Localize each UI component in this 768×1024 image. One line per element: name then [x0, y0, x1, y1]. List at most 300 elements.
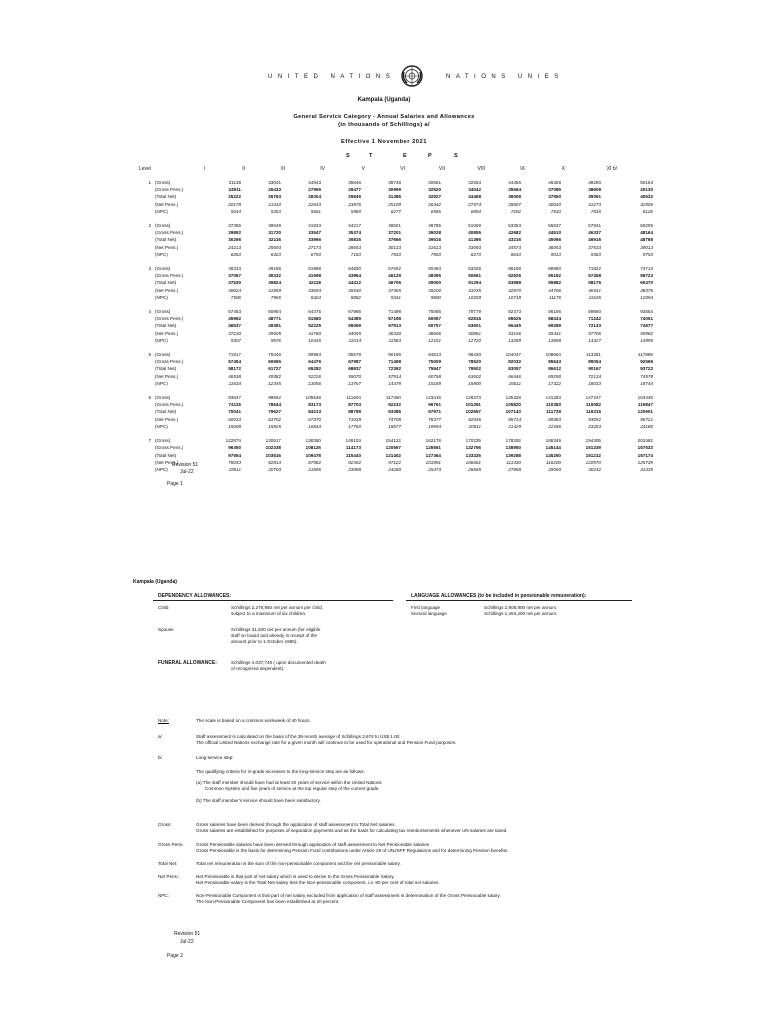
salary-cell: 48771 [268, 316, 281, 322]
level-number [117, 193, 153, 200]
salary-cell: 69290 [548, 373, 561, 379]
level-number [117, 272, 153, 279]
salary-cell: 97122 [388, 459, 401, 465]
definition-key: Gross: [158, 822, 172, 827]
salary-cell: 39332 [268, 273, 281, 279]
salary-cell: 49381 [268, 323, 281, 329]
salary-cell: 82032 [508, 359, 521, 365]
salary-cell: 24280 [388, 466, 401, 472]
salary-cell: 43216 [508, 237, 521, 243]
table-row [117, 179, 653, 186]
salary-cell: 85579 [348, 352, 361, 358]
level-number [117, 287, 153, 294]
salary-cell: 94813 [428, 352, 441, 358]
salary-cell: 30242 [588, 466, 601, 472]
salary-cell: 39091 [588, 194, 601, 200]
salary-cell: 42682 [508, 230, 521, 236]
salary-cell: 9876 [270, 337, 281, 343]
salary-cell: 20511 [468, 423, 481, 429]
salary-cell: 54389 [348, 316, 361, 322]
salary-cell: 79627 [268, 409, 281, 415]
level-number [117, 279, 153, 286]
salary-cell: 40130 [640, 187, 653, 193]
definition-key: NPC: [158, 893, 169, 898]
salary-cell: 59982 [640, 330, 653, 336]
table-row [117, 394, 653, 401]
salary-cell: 97554 [228, 452, 241, 458]
salary-cell: 72134 [588, 373, 601, 379]
salary-cell: 45962 [228, 316, 241, 322]
table-row [117, 229, 653, 236]
second-language-text: Schillings 1,454,200 net per annum. [484, 611, 558, 616]
salary-cell: 107143 [505, 409, 521, 415]
salary-cell: 46916 [588, 237, 601, 243]
salary-cell: 85714 [508, 416, 521, 422]
salary-cell: 16843 [308, 423, 321, 429]
row-label: (Gross) [155, 438, 171, 444]
page-title: General Service Category - Annual Salaries and Allowances [293, 114, 475, 120]
spouse-text: Schillings 31,620 net per annum (for eligible staff on board and already in receipt of the amount prior to 1 October 1986). [231, 627, 321, 645]
salary-cell: 82046 [468, 416, 481, 422]
page2-revision-date: Jul-22 [180, 939, 194, 945]
salary-cell: 63602 [468, 373, 481, 379]
salary-cell: 49382 [268, 373, 281, 379]
salary-cell: 15900 [468, 380, 481, 386]
salary-cell: 55069 [348, 323, 361, 329]
salary-cell: 48164 [640, 230, 653, 236]
salary-cell: 33093 [468, 244, 481, 250]
salary-cell: 14427 [588, 337, 601, 343]
salary-cell: 80963 [308, 352, 321, 358]
salary-cell: 37533 [588, 244, 601, 250]
salary-cell: 40632 [640, 194, 653, 200]
salary-cell: 147247 [585, 395, 601, 401]
salary-cell: 186349 [545, 438, 561, 444]
salary-cell: 93722 [640, 366, 653, 372]
salary-cell: 29050 [548, 466, 561, 472]
level-number [117, 251, 153, 258]
row-label: (Gross Pens.) [155, 359, 184, 365]
table-row [117, 322, 653, 329]
row-label: (Total Net) [155, 452, 177, 458]
row-label: (NPC) [155, 251, 168, 257]
salary-cell: 50881 [468, 330, 481, 336]
salary-cell: 67370 [308, 416, 321, 422]
funeral-allowance-title: FUNERAL ALLOWANCE: [158, 660, 217, 666]
salary-cell: 44456 [508, 180, 521, 185]
salary-cell: 37530 [228, 280, 241, 286]
salary-cell: 34943 [308, 180, 321, 185]
salary-cell: 31859 [268, 287, 281, 293]
salary-cell: 75009 [428, 359, 441, 365]
salary-cell: 85543 [548, 359, 561, 365]
table-row [117, 265, 653, 272]
salary-cell: 84213 [308, 409, 321, 415]
step-column-header: III [280, 166, 285, 172]
salary-cell: 34468 [468, 194, 481, 200]
salary-cell: 42118 [308, 280, 321, 286]
city-title: Kampala (Uganda) [357, 97, 411, 103]
salary-cell: 31273 [588, 201, 601, 207]
salary-cell: 7818 [590, 208, 601, 214]
salary-cell: 28807 [508, 201, 521, 207]
note-text: Staff assessment is calculated on the basis of the 36-month average of Schillings 3,676 to US$ 1.00. The official United Nations exchange rate for a given month will continue to be used for operational and Pension Fund purposes. [196, 734, 457, 746]
table-row [117, 351, 653, 358]
salary-cell: 79502 [468, 366, 481, 372]
salary-cell: 6793 [310, 251, 321, 257]
salary-cell: 5661 [310, 208, 321, 214]
salary-cell: 108126 [305, 445, 321, 451]
note-key: Note: [158, 718, 169, 723]
salary-cell: 42553 [468, 180, 481, 185]
salary-cell: 39516 [428, 237, 441, 243]
salary-cell: 44055 [348, 330, 361, 336]
table-row [117, 294, 653, 301]
salary-cell: 11583 [388, 337, 401, 343]
salary-cell: 69289 [548, 323, 561, 329]
salary-cell: 27858 [508, 466, 521, 472]
salary-cell: 37666 [388, 237, 401, 243]
row-label: (NPC) [155, 294, 168, 300]
salary-cell: 146103 [345, 438, 361, 444]
salary-cell: 48606 [428, 330, 441, 336]
salary-cell: 78377 [428, 416, 441, 422]
salary-cell: 65625 [508, 316, 521, 322]
salary-cell: 127364 [425, 452, 441, 458]
salary-cell: 11014 [348, 337, 361, 343]
salary-cell: 35816 [348, 237, 361, 243]
row-label: (Gross Pens.) [155, 316, 184, 322]
salary-cell: 35564 [508, 187, 521, 193]
salary-cell: 37365 [228, 223, 241, 229]
salary-cell: 120567 [385, 445, 401, 451]
salary-cell: 105548 [305, 395, 321, 401]
table-row [117, 208, 653, 215]
salary-cell: 28304 [308, 194, 321, 200]
salary-cell: 14478 [388, 380, 401, 386]
salary-cell: 63326 [468, 266, 481, 272]
level-number [117, 330, 153, 337]
salary-cell: 6423 [270, 251, 281, 257]
salary-cell: 16611 [508, 380, 521, 386]
long-service-criteria-a: (a) The staff member should have had at least 20 years of service within the United Nations Common System and five years of service at the top regular step of the current grade. [196, 780, 382, 792]
salary-cell: 13858 [548, 337, 561, 343]
salary-cell: 99430 [468, 352, 481, 358]
note-key: a/ [158, 734, 162, 739]
level-number [117, 244, 153, 251]
salary-cell: 27173 [308, 244, 321, 250]
salary-cell: 44706 [548, 287, 561, 293]
salary-cell: 49165 [268, 266, 281, 272]
salary-cell: 8273 [470, 251, 481, 257]
salary-cell: 162178 [425, 438, 441, 444]
salary-cell: 57198 [388, 316, 401, 322]
definition-key: Gross Pens.: [158, 842, 185, 847]
row-label: (Gross) [155, 395, 171, 401]
salary-cell: 42870 [508, 287, 521, 293]
level-number [117, 444, 153, 451]
level-number [117, 452, 153, 459]
page-number: Page 1 [167, 481, 183, 487]
definition-text: Gross Pensionable salaries have been derived through application of staff assessment to Net Pensionable salaries. Gross Pensionable is the basis for determining Pension Fund contributions under Article 25 of UNJSPF Regulations and for determining Pension benefits. [196, 842, 509, 854]
salary-cell: 58172 [228, 366, 241, 372]
salary-cell: 9013 [550, 251, 561, 257]
salary-cell: 25473 [428, 466, 441, 472]
salary-cell: 101891 [425, 459, 441, 465]
salary-cell: 60757 [428, 323, 441, 329]
salary-cell: 66158 [508, 266, 521, 272]
level-number: 7 [148, 438, 151, 444]
salary-cell: 46538 [228, 373, 241, 379]
revision-label: Revision 51 [172, 462, 199, 468]
note-text: Long-service step: [196, 755, 234, 760]
salary-cell: 11176 [548, 294, 561, 300]
salary-cell: 93385 [388, 409, 401, 415]
salary-cell: 29892 [228, 230, 241, 236]
salary-cell: 120901 [637, 409, 653, 415]
salary-cell: 31386 [388, 194, 401, 200]
salary-cell: 20703 [268, 466, 281, 472]
row-label: (Gross Pens.) [155, 230, 184, 236]
salary-cell: 75947 [428, 366, 441, 372]
salary-cell: 145144 [545, 445, 561, 451]
salary-cell: 133326 [465, 452, 481, 458]
salary-cell: 71498 [388, 309, 401, 315]
row-label: (Gross) [155, 180, 171, 185]
definition-key: Net Pens.: [158, 874, 180, 879]
salary-cell: 71822 [588, 266, 601, 272]
salary-cell: 43864 [348, 273, 361, 279]
salary-cell: 72392 [388, 366, 401, 372]
row-label: (Net Pens.) [155, 330, 179, 336]
salary-cell: 46501 [388, 223, 401, 229]
salary-cell: 32116 [268, 237, 281, 243]
second-language-label: Second language [411, 611, 447, 616]
salary-cell: 26433 [268, 187, 281, 193]
salary-cell: 78779 [468, 309, 481, 315]
salary-cell: 82813 [268, 459, 281, 465]
salary-cell: 12720 [468, 337, 481, 343]
row-label: (Total Net) [155, 280, 177, 286]
salary-cell: 125739 [637, 459, 653, 465]
salary-cell: 130617 [265, 438, 281, 444]
level-number [117, 186, 153, 193]
salary-cell: 8643 [510, 251, 521, 257]
salary-cell: 132756 [465, 445, 481, 451]
salary-cell: 12094 [640, 294, 653, 300]
salary-cell: 13767 [348, 380, 361, 386]
row-label: (Gross) [155, 266, 171, 272]
salary-cell: 89054 [588, 359, 601, 365]
row-label: (Total Net) [155, 194, 177, 200]
salary-cell: 66445 [508, 323, 521, 329]
salary-cell: 102557 [465, 409, 481, 415]
salary-cell: 5353 [270, 208, 281, 214]
salary-cell: 119847 [637, 402, 653, 408]
salary-cell: 129373 [465, 395, 481, 401]
salary-cell: 60965 [268, 359, 281, 365]
salary-cell: 11635 [588, 294, 601, 300]
salary-cell: 36009 [508, 194, 521, 200]
table-row [117, 444, 653, 451]
salary-cell: 111430 [506, 459, 521, 465]
page-subtitle: (in thousands of Schillings) a/ [338, 122, 430, 128]
salary-cell: 30040 [548, 201, 561, 207]
level-number [117, 236, 153, 243]
salary-cell: 157533 [637, 445, 653, 451]
salary-cell: 71817 [228, 352, 241, 358]
level-number [117, 337, 153, 344]
step-column-header: I [203, 166, 205, 172]
child-text: Schillings 2,279,950 net per annum per child, subject to a maximum of six children. [231, 605, 323, 617]
level-number [117, 322, 153, 329]
salary-cell: 31613 [428, 244, 441, 250]
language-allowances-title: LANGUAGE ALLOWANCES (to be included in pensionable remuneration): [411, 593, 587, 599]
org-name-en: UNITED NATIONS [268, 74, 396, 80]
level-number: 4 [148, 309, 151, 315]
salary-cell: 116200 [546, 459, 561, 465]
salary-cell: 51580 [308, 316, 321, 322]
salary-cell: 51294 [468, 280, 481, 286]
salary-cell: 40651 [428, 180, 441, 185]
salary-cell: 7965 [270, 294, 281, 300]
salary-cell: 117460 [386, 395, 401, 401]
long-service-intro: The qualifying criteria for in-grade increases to the long-service step are as follows: [196, 769, 365, 774]
salary-cell: 35374 [348, 230, 361, 236]
salary-cell: 37067 [228, 273, 241, 279]
salary-cell: 23263 [588, 423, 601, 429]
salary-cell: 46537 [228, 323, 241, 329]
child-label: Child [158, 605, 169, 610]
salary-cell: 7202 [510, 208, 521, 214]
salary-cell: 27955 [308, 187, 321, 193]
row-label: (Net Pens.) [155, 287, 179, 293]
row-label: (NPC) [155, 208, 168, 214]
level-number: 3 [148, 266, 151, 272]
salary-cell: 153445 [637, 395, 653, 401]
table-row [117, 279, 653, 286]
salary-cell: 9383 [590, 251, 601, 257]
salary-cell: 25222 [228, 194, 241, 200]
row-label: (Net Pens.) [155, 244, 179, 250]
salary-cell: 37365 [388, 287, 401, 293]
salary-cell: 44217 [348, 223, 361, 229]
salary-cell: 41366 [468, 237, 481, 243]
salary-cell: 55070 [348, 373, 361, 379]
salary-cell: 9800 [430, 294, 441, 300]
first-language-text: Schillings 2,908,800 net per annum. [484, 605, 558, 610]
row-label: (Total Net) [155, 323, 177, 329]
salary-cell: 71242 [588, 316, 601, 322]
salary-cell: 39824 [268, 280, 281, 286]
funeral-text: Schillings 4,037,749 ( upon documented death of recognized dependent). [231, 660, 326, 672]
salary-cell: 75041 [228, 409, 241, 415]
level-number [117, 201, 153, 208]
salary-cell: 60205 [640, 223, 653, 229]
salary-cell: 35530 [348, 287, 361, 293]
salary-cell: 34042 [468, 187, 481, 193]
salary-cell: 60470 [640, 280, 653, 286]
salary-cell: 74115 [228, 402, 241, 408]
level-number [117, 208, 153, 215]
salary-cell: 114173 [345, 445, 361, 451]
definition-text: Gross salaries have been derived through the application of staff assessment to Total Net salaries. Gross salaries are established for purposes of separation payments and as the basis for calculating tax reimbursements whenever UN salaries are taxed. [196, 822, 508, 834]
salary-cell: 33966 [308, 237, 321, 243]
row-label: (Gross) [155, 352, 171, 358]
salary-cell: 50163 [640, 180, 653, 185]
salary-cell: 121402 [385, 452, 401, 458]
long-service-criteria-b: (b) The staff member's service should have been satisfactory. [196, 798, 321, 803]
salary-cell: 7163 [350, 251, 361, 257]
step-column-header: II [242, 166, 245, 172]
salary-cell: 39505 [268, 330, 281, 336]
salary-table [117, 179, 653, 473]
table-row [117, 315, 653, 322]
table-row [117, 222, 653, 229]
definition-text: Total net remuneration is the sum of the non-pensionable component and the net pensionable salary. [196, 861, 401, 866]
salary-cell: 36846 [348, 180, 361, 185]
un-emblem-icon [400, 64, 424, 88]
salary-cell: 96721 [640, 416, 653, 422]
salary-cell: 60494 [428, 266, 441, 272]
table-row [117, 201, 653, 208]
salary-cell: 154122 [385, 438, 401, 444]
row-label: (Net Pens.) [155, 459, 179, 465]
salary-cell: 111504 [346, 395, 361, 401]
salary-cell: 63601 [468, 323, 481, 329]
salary-cell: 36053 [548, 244, 561, 250]
salary-cell: 68434 [548, 316, 561, 322]
salary-cell: 145250 [545, 452, 561, 458]
salary-cell: 65282 [308, 366, 321, 372]
salary-cell: 46358 [548, 180, 561, 185]
salary-cell: 41035 [468, 287, 481, 293]
salary-cell: 23088 [348, 466, 361, 472]
salary-cell: 89383 [548, 416, 561, 422]
salary-cell: 52226 [308, 373, 321, 379]
salary-cell: 55192 [548, 273, 561, 279]
salary-cell: 48395 [428, 273, 441, 279]
salary-cell: 48785 [428, 223, 441, 229]
row-label: (Gross) [155, 309, 171, 315]
salary-cell: 8424 [310, 294, 321, 300]
salary-cell: 39028 [428, 230, 441, 236]
salary-cell: 76346 [268, 352, 281, 358]
salary-cell: 74713 [640, 266, 653, 272]
salary-cell: 68990 [548, 266, 561, 272]
salary-cell: 104047 [505, 352, 521, 358]
salary-cell: 60758 [428, 373, 441, 379]
level-number [117, 416, 153, 423]
salary-cell: 8126 [642, 208, 653, 214]
level-number [117, 315, 153, 322]
salary-cell: 115440 [345, 452, 361, 458]
row-label: (NPC) [155, 466, 168, 472]
salary-cell: 83057 [508, 366, 521, 372]
salary-cell: 9753 [642, 251, 653, 257]
salary-cell: 87703 [348, 402, 361, 408]
salary-cell: 67987 [348, 359, 361, 365]
row-label: (Total Net) [155, 409, 177, 415]
salary-cell: 32506 [640, 201, 653, 207]
salary-cell: 93052 [588, 416, 601, 422]
salary-cell: 22346 [548, 423, 561, 429]
level-number: 6 [148, 395, 151, 401]
salary-cell: 89860 [588, 309, 601, 315]
table-row [117, 423, 653, 430]
revision-date: Jul-22 [180, 469, 194, 475]
level-number [117, 358, 153, 365]
